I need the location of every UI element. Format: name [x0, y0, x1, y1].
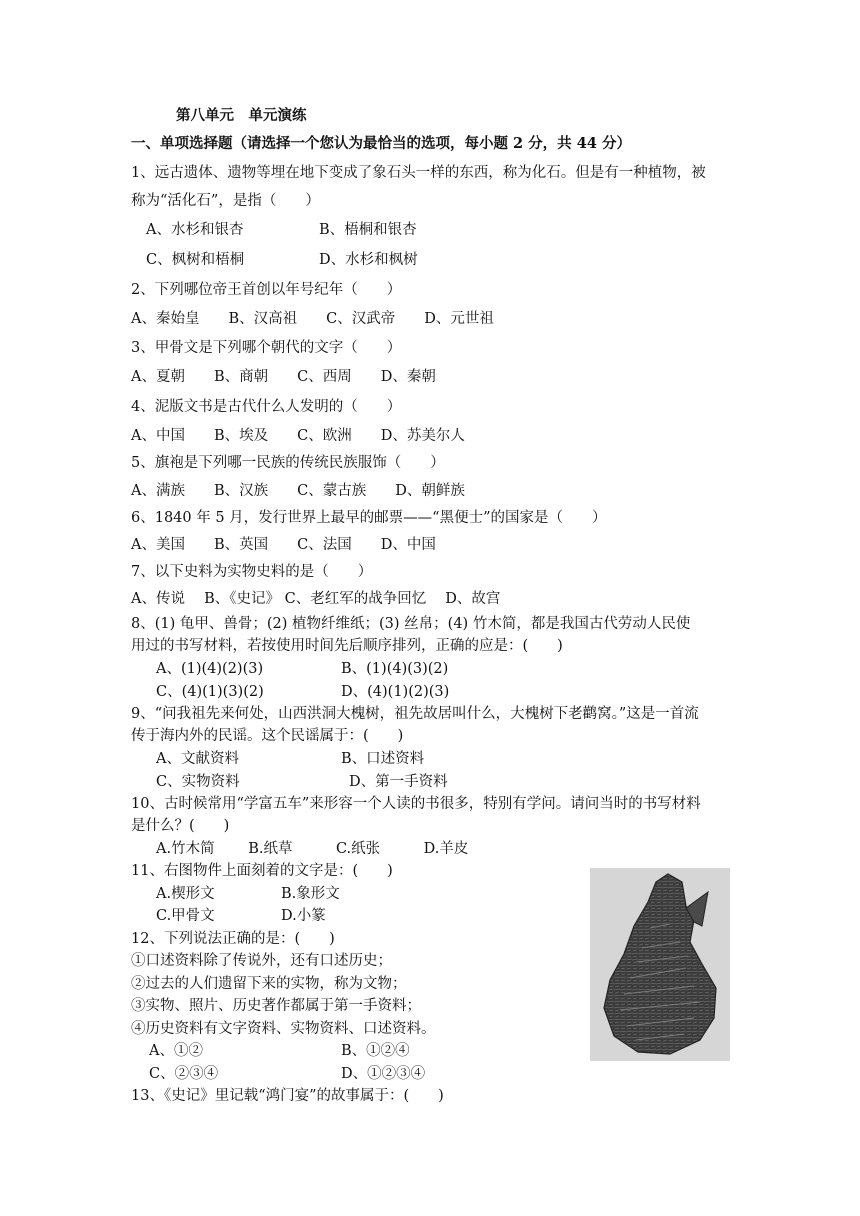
question-12-statement-1: ①口述资料除了传说外，还有口述历史；: [131, 953, 392, 969]
question-1-option-c: C、枫树和梧桐: [146, 252, 245, 268]
question-12-statement-3: ③实物、照片、历史著作都属于第一手资料；: [131, 998, 421, 1014]
question-9-option-d: D、第一手资料: [349, 774, 448, 790]
question-9-text-cont: 传于海内外的民谣。这个民谣属于：( ): [131, 728, 404, 744]
question-12-option-b: B、①②④: [341, 1043, 410, 1059]
question-12-option-c: C、②③④: [149, 1066, 219, 1082]
question-3-text: 3、甲骨文是下列哪个朝代的文字（ ）: [131, 340, 402, 356]
question-12-option-a: A、①②: [149, 1043, 203, 1059]
question-11-option-b: B.象形文: [281, 886, 340, 902]
question-8-option-a: A、(1)(4)(2)(3): [156, 661, 264, 677]
question-12-text: 12、下列说法正确的是：( ): [131, 931, 335, 947]
question-1-option-b: B、梧桐和银杏: [319, 222, 417, 238]
question-8-option-b: B、(1)(4)(3)(2): [341, 661, 449, 677]
question-9-text: 9、“问我祖先来何处，山西洪洞大槐树，祖先故居叫什么，大槐树下老鹳窝。”这是一首流: [131, 706, 699, 722]
question-2-options: A、秦始皇 B、汉高祖 C、汉武帝 D、元世祖: [131, 311, 494, 327]
question-11-text: 11、右图物件上面刻着的文字是：( ): [131, 863, 393, 879]
question-5-options: A、满族 B、汉族 C、蒙古族 D、朝鲜族: [131, 483, 465, 499]
question-1-text-cont: 称为“活化石”，是指（ ）: [131, 193, 320, 209]
unit-title: 第八单元 单元演练: [176, 107, 307, 124]
question-12-statement-2: ②过去的人们遗留下来的实物，称为文物；: [131, 976, 407, 992]
question-5-text: 5、旗袍是下列哪一民族的传统民族服饰（ ）: [131, 455, 445, 471]
question-10-options: A.竹木简 B.纸草 C.纸张 D.羊皮: [156, 841, 469, 857]
question-3-options: A、夏朝 B、商朝 C、西周 D、秦朝: [131, 369, 436, 385]
question-9-option-c: C、实物资料: [156, 774, 240, 790]
question-6-text: 6、1840 年 5 月，发行世界上最早的邮票——“黑便士”的国家是（ ）: [131, 510, 607, 526]
section-heading: 一、单项选择题（请选择一个您认为最恰当的选项，每小题 2 分，共 44 分）: [131, 135, 631, 152]
question-11-option-d: D.小篆: [281, 908, 326, 924]
question-7-text: 7、以下史料为实物史料的是（ ）: [131, 564, 373, 580]
question-8-text-cont: 用过的书写材料，若按使用时间先后顺序排列，正确的应是：( ): [131, 638, 563, 654]
question-9-option-b: B、口述资料: [341, 751, 425, 767]
question-1-text: 1、远古遗体、遗物等埋在地下变成了象石头一样的东西，称为化石。但是有一种植物，被: [131, 165, 706, 181]
question-8-option-d: D、(4)(1)(2)(3): [341, 684, 450, 700]
clay-tablet-photo-icon: [590, 868, 730, 1061]
question-10-text: 10、古时候常用“学富五车”来形容一个人读的书很多，特别有学问。请问当时的书写材料: [131, 796, 701, 812]
question-12-option-d: D、①②③④: [341, 1066, 426, 1082]
question-9-option-a: A、文献资料: [156, 751, 239, 767]
question-11-option-c: C.甲骨文: [156, 908, 215, 924]
question-10-text-cont: 是什么？( ): [131, 818, 230, 834]
question-11-option-a: A.楔形文: [156, 886, 215, 902]
question-1-option-a: A、水杉和银杏: [146, 222, 244, 238]
question-1-option-d: D、水杉和枫树: [319, 252, 418, 268]
question-6-options: A、美国 B、英国 C、法国 D、中国: [131, 537, 436, 553]
question-4-options: A、中国 B、埃及 C、欧洲 D、苏美尔人: [131, 428, 465, 444]
question-7-options: A、传说 B、《史记》 C、老红军的战争回忆 D、故宫: [131, 591, 501, 607]
question-4-text: 4、泥版文书是古代什么人发明的（ ）: [131, 399, 402, 415]
question-8-option-c: C、(4)(1)(3)(2): [156, 684, 264, 700]
question-8-text: 8、(1) 龟甲、兽骨；(2) 植物纤维纸；(3) 丝帛；(4) 竹木简，都是我国古代劳动人民使: [131, 616, 691, 632]
question-13-text: 13、《史记》里记载“鸿门宴”的故事属于：( ): [131, 1088, 444, 1104]
question-12-statement-4: ④历史资料有文字资料、实物资料、口述资料。: [131, 1021, 436, 1037]
question-2-text: 2、下列哪位帝王首创以年号纪年（ ）: [131, 282, 402, 298]
